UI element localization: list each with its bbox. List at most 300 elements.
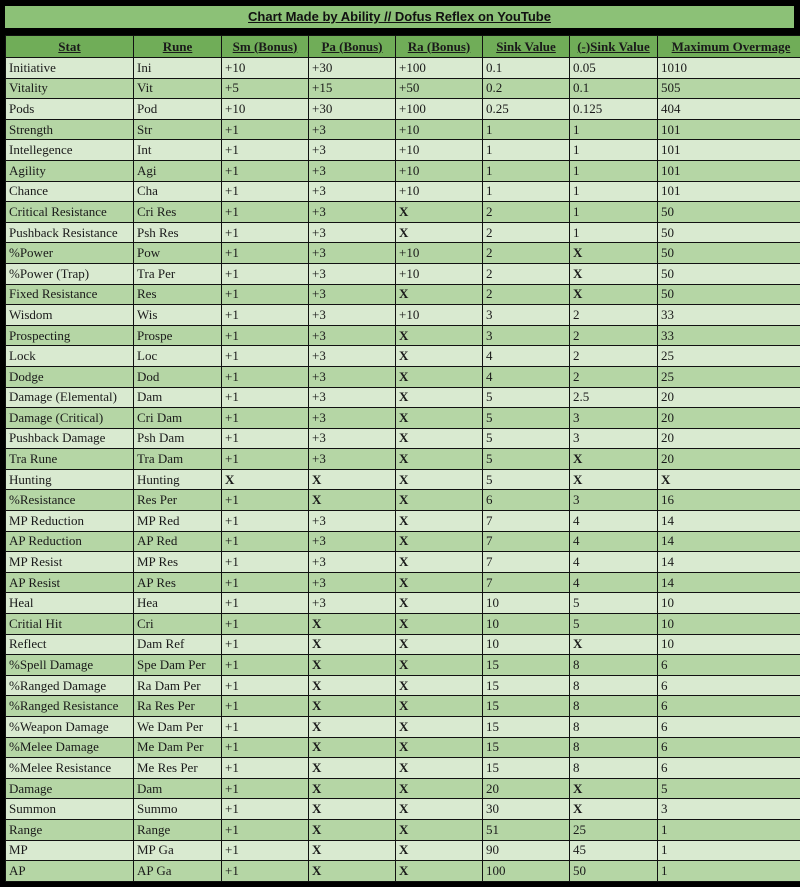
cell-sm-bonus: +1: [222, 119, 309, 140]
cell-negative-sink-value: X: [570, 263, 658, 284]
cell-negative-sink-value: 4: [570, 531, 658, 552]
table-row: [6, 99, 800, 120]
cell-rune: Psh Dam: [134, 428, 222, 449]
cell-maximum-overmage: 14: [658, 572, 800, 593]
cell-stat: Damage: [6, 778, 134, 799]
cell-rune: Psh Res: [134, 222, 222, 243]
cell-maximum-overmage: 101: [658, 181, 800, 202]
cell-rune: Me Res Per: [134, 758, 222, 779]
cell-stat: Critical Resistance: [6, 202, 134, 223]
cell-ra-bonus: +10: [396, 140, 483, 161]
cell-stat: %Ranged Damage: [6, 675, 134, 696]
cell-sm-bonus: +1: [222, 366, 309, 387]
table-row: [6, 160, 800, 181]
cell-sm-bonus: +1: [222, 778, 309, 799]
cell-ra-bonus: X: [396, 222, 483, 243]
cell-ra-bonus: X: [396, 614, 483, 635]
cell-stat: Reflect: [6, 634, 134, 655]
cell-sink-value: 1: [483, 160, 570, 181]
table-row: [6, 572, 800, 593]
cell-maximum-overmage: 6: [658, 655, 800, 676]
cell-maximum-overmage: 25: [658, 346, 800, 367]
cell-rune: Wis: [134, 305, 222, 326]
cell-sink-value: 7: [483, 572, 570, 593]
table-row: [6, 511, 800, 532]
cell-pa-bonus: +3: [309, 366, 396, 387]
cell-maximum-overmage: 50: [658, 284, 800, 305]
cell-stat: Pods: [6, 99, 134, 120]
cell-sink-value: 2: [483, 263, 570, 284]
cell-stat: %Power (Trap): [6, 263, 134, 284]
cell-ra-bonus: +50: [396, 78, 483, 99]
cell-rune: MP Res: [134, 552, 222, 573]
cell-sm-bonus: +1: [222, 758, 309, 779]
cell-maximum-overmage: 1: [658, 861, 800, 882]
table-row: [6, 799, 800, 820]
cell-pa-bonus: X: [309, 799, 396, 820]
cell-pa-bonus: X: [309, 469, 396, 490]
cell-maximum-overmage: 33: [658, 305, 800, 326]
cell-pa-bonus: X: [309, 737, 396, 758]
cell-sink-value: 5: [483, 428, 570, 449]
cell-pa-bonus: +3: [309, 181, 396, 202]
cell-stat: AP: [6, 861, 134, 882]
cell-sm-bonus: +1: [222, 305, 309, 326]
cell-sink-value: 20: [483, 778, 570, 799]
cell-stat: Hunting: [6, 469, 134, 490]
cell-pa-bonus: +3: [309, 387, 396, 408]
cell-sink-value: 3: [483, 305, 570, 326]
cell-stat: Wisdom: [6, 305, 134, 326]
cell-maximum-overmage: 10: [658, 614, 800, 635]
cell-pa-bonus: X: [309, 490, 396, 511]
cell-negative-sink-value: X: [570, 634, 658, 655]
cell-sink-value: 7: [483, 552, 570, 573]
table-row: [6, 222, 800, 243]
cell-stat: AP Reduction: [6, 531, 134, 552]
cell-sm-bonus: +1: [222, 552, 309, 573]
cell-negative-sink-value: 1: [570, 181, 658, 202]
cell-pa-bonus: X: [309, 717, 396, 738]
cell-rune: Cri Dam: [134, 408, 222, 429]
cell-negative-sink-value: 5: [570, 614, 658, 635]
cell-sm-bonus: +1: [222, 284, 309, 305]
cell-ra-bonus: X: [396, 284, 483, 305]
cell-sm-bonus: +1: [222, 181, 309, 202]
cell-rune: Cri Res: [134, 202, 222, 223]
cell-stat: Prospecting: [6, 325, 134, 346]
cell-pa-bonus: X: [309, 778, 396, 799]
cell-negative-sink-value: 4: [570, 511, 658, 532]
cell-negative-sink-value: 2: [570, 366, 658, 387]
cell-pa-bonus: X: [309, 840, 396, 861]
cell-sink-value: 5: [483, 469, 570, 490]
table-row: [6, 531, 800, 552]
cell-pa-bonus: X: [309, 758, 396, 779]
cell-sink-value: 0.2: [483, 78, 570, 99]
cell-maximum-overmage: 20: [658, 387, 800, 408]
cell-ra-bonus: +10: [396, 119, 483, 140]
cell-maximum-overmage: 6: [658, 696, 800, 717]
cell-rune: Tra Dam: [134, 449, 222, 470]
cell-rune: Int: [134, 140, 222, 161]
cell-negative-sink-value: 8: [570, 737, 658, 758]
cell-ra-bonus: +10: [396, 263, 483, 284]
cell-ra-bonus: X: [396, 408, 483, 429]
cell-sink-value: 4: [483, 366, 570, 387]
cell-rune: AP Red: [134, 531, 222, 552]
cell-sm-bonus: +1: [222, 346, 309, 367]
cell-sink-value: 0.1: [483, 58, 570, 79]
cell-rune: Range: [134, 819, 222, 840]
cell-pa-bonus: +3: [309, 305, 396, 326]
cell-maximum-overmage: 1: [658, 840, 800, 861]
column-header-stat: Stat: [6, 36, 134, 58]
table-row: [6, 675, 800, 696]
table-row: [6, 119, 800, 140]
cell-rune: Vit: [134, 78, 222, 99]
cell-stat: Range: [6, 819, 134, 840]
cell-pa-bonus: X: [309, 675, 396, 696]
cell-rune: Dod: [134, 366, 222, 387]
cell-ra-bonus: X: [396, 552, 483, 573]
cell-sm-bonus: +1: [222, 202, 309, 223]
table-row: [6, 243, 800, 264]
table-row: [6, 778, 800, 799]
cell-sm-bonus: +1: [222, 408, 309, 429]
cell-ra-bonus: X: [396, 531, 483, 552]
cell-rune: Ini: [134, 58, 222, 79]
cell-sm-bonus: +1: [222, 819, 309, 840]
table-row: [6, 717, 800, 738]
cell-pa-bonus: +3: [309, 511, 396, 532]
cell-sm-bonus: +1: [222, 799, 309, 820]
cell-sink-value: 2: [483, 202, 570, 223]
table-row: [6, 366, 800, 387]
cell-negative-sink-value: 2.5: [570, 387, 658, 408]
cell-ra-bonus: X: [396, 449, 483, 470]
cell-negative-sink-value: X: [570, 284, 658, 305]
cell-sink-value: 15: [483, 737, 570, 758]
cell-sm-bonus: +5: [222, 78, 309, 99]
column-header-negative-sink-value: (-)Sink Value: [570, 36, 658, 58]
cell-negative-sink-value: 1: [570, 119, 658, 140]
column-header-ra-bonus: Ra (Bonus): [396, 36, 483, 58]
cell-maximum-overmage: 14: [658, 511, 800, 532]
table-row: [6, 840, 800, 861]
cell-maximum-overmage: 6: [658, 737, 800, 758]
column-header-sink-value: Sink Value: [483, 36, 570, 58]
cell-pa-bonus: +3: [309, 572, 396, 593]
table-row: [6, 861, 800, 882]
cell-sink-value: 5: [483, 408, 570, 429]
cell-stat: %Resistance: [6, 490, 134, 511]
cell-ra-bonus: X: [396, 428, 483, 449]
cell-negative-sink-value: 25: [570, 819, 658, 840]
cell-negative-sink-value: 2: [570, 325, 658, 346]
table-body: [6, 58, 800, 882]
cell-maximum-overmage: 101: [658, 119, 800, 140]
cell-rune: Pow: [134, 243, 222, 264]
cell-maximum-overmage: 50: [658, 263, 800, 284]
cell-pa-bonus: +3: [309, 160, 396, 181]
cell-negative-sink-value: 1: [570, 222, 658, 243]
cell-negative-sink-value: 1: [570, 160, 658, 181]
cell-sm-bonus: +10: [222, 58, 309, 79]
cell-sm-bonus: +1: [222, 572, 309, 593]
cell-sink-value: 5: [483, 387, 570, 408]
table-row: [6, 758, 800, 779]
cell-pa-bonus: X: [309, 655, 396, 676]
cell-ra-bonus: +100: [396, 58, 483, 79]
cell-stat: Intellegence: [6, 140, 134, 161]
column-header-pa-bonus: Pa (Bonus): [309, 36, 396, 58]
cell-sink-value: 15: [483, 717, 570, 738]
cell-stat: %Weapon Damage: [6, 717, 134, 738]
table-row: [6, 305, 800, 326]
cell-rune: Res: [134, 284, 222, 305]
cell-rune: Prospe: [134, 325, 222, 346]
cell-maximum-overmage: 50: [658, 222, 800, 243]
cell-rune: Dam: [134, 778, 222, 799]
cell-stat: Lock: [6, 346, 134, 367]
cell-rune: Str: [134, 119, 222, 140]
cell-sm-bonus: +1: [222, 696, 309, 717]
cell-ra-bonus: +10: [396, 305, 483, 326]
cell-ra-bonus: X: [396, 717, 483, 738]
table-row: [6, 490, 800, 511]
cell-sink-value: 10: [483, 614, 570, 635]
cell-negative-sink-value: 0.125: [570, 99, 658, 120]
cell-sink-value: 4: [483, 346, 570, 367]
cell-ra-bonus: X: [396, 799, 483, 820]
cell-rune: Cha: [134, 181, 222, 202]
cell-pa-bonus: +30: [309, 58, 396, 79]
cell-pa-bonus: +30: [309, 99, 396, 120]
cell-ra-bonus: X: [396, 325, 483, 346]
cell-negative-sink-value: X: [570, 799, 658, 820]
cell-maximum-overmage: 101: [658, 160, 800, 181]
column-header-rune: Rune: [134, 36, 222, 58]
cell-sm-bonus: +1: [222, 490, 309, 511]
cell-stat: Critial Hit: [6, 614, 134, 635]
cell-pa-bonus: +3: [309, 408, 396, 429]
cell-maximum-overmage: 20: [658, 408, 800, 429]
cell-ra-bonus: X: [396, 572, 483, 593]
cell-sink-value: 10: [483, 634, 570, 655]
cell-rune: Spe Dam Per: [134, 655, 222, 676]
cell-maximum-overmage: 3: [658, 799, 800, 820]
rune-table: [5, 35, 800, 882]
table-row: [6, 469, 800, 490]
table-row: [6, 140, 800, 161]
table-row: [6, 78, 800, 99]
cell-pa-bonus: X: [309, 861, 396, 882]
cell-maximum-overmage: 505: [658, 78, 800, 99]
cell-ra-bonus: X: [396, 840, 483, 861]
cell-sm-bonus: +1: [222, 593, 309, 614]
cell-rune: MP Ga: [134, 840, 222, 861]
cell-stat: Heal: [6, 593, 134, 614]
table-row: [6, 655, 800, 676]
cell-sm-bonus: +1: [222, 140, 309, 161]
table-row: [6, 696, 800, 717]
cell-maximum-overmage: 6: [658, 717, 800, 738]
cell-stat: %Power: [6, 243, 134, 264]
cell-maximum-overmage: 50: [658, 202, 800, 223]
cell-ra-bonus: +100: [396, 99, 483, 120]
cell-sm-bonus: +1: [222, 861, 309, 882]
cell-ra-bonus: X: [396, 675, 483, 696]
cell-pa-bonus: +3: [309, 346, 396, 367]
cell-ra-bonus: X: [396, 511, 483, 532]
cell-maximum-overmage: 20: [658, 449, 800, 470]
table-row: [6, 614, 800, 635]
cell-maximum-overmage: 1: [658, 819, 800, 840]
cell-rune: We Dam Per: [134, 717, 222, 738]
cell-maximum-overmage: 25: [658, 366, 800, 387]
table-row: [6, 263, 800, 284]
cell-stat: MP Resist: [6, 552, 134, 573]
chart-title: Chart Made by Ability // Dofus Reflex on YouTube: [5, 6, 794, 28]
cell-ra-bonus: +10: [396, 243, 483, 264]
table-row: [6, 387, 800, 408]
cell-sink-value: 1: [483, 119, 570, 140]
cell-rune: AP Res: [134, 572, 222, 593]
table-row: [6, 346, 800, 367]
cell-stat: MP: [6, 840, 134, 861]
cell-maximum-overmage: X: [658, 469, 800, 490]
cell-negative-sink-value: 8: [570, 696, 658, 717]
cell-maximum-overmage: 10: [658, 593, 800, 614]
cell-sm-bonus: +1: [222, 428, 309, 449]
cell-sink-value: 0.25: [483, 99, 570, 120]
cell-ra-bonus: X: [396, 469, 483, 490]
cell-stat: Agility: [6, 160, 134, 181]
cell-sm-bonus: +1: [222, 325, 309, 346]
table-row: [6, 58, 800, 79]
cell-ra-bonus: X: [396, 861, 483, 882]
cell-negative-sink-value: 5: [570, 593, 658, 614]
table-row: [6, 325, 800, 346]
cell-rune: Loc: [134, 346, 222, 367]
cell-stat: Strength: [6, 119, 134, 140]
cell-negative-sink-value: X: [570, 243, 658, 264]
cell-stat: Fixed Resistance: [6, 284, 134, 305]
cell-ra-bonus: X: [396, 778, 483, 799]
cell-negative-sink-value: 3: [570, 490, 658, 511]
cell-sink-value: 2: [483, 284, 570, 305]
cell-negative-sink-value: 0.1: [570, 78, 658, 99]
cell-sm-bonus: +1: [222, 263, 309, 284]
chart-frame: [3, 4, 796, 882]
cell-negative-sink-value: X: [570, 449, 658, 470]
cell-stat: %Ranged Resistance: [6, 696, 134, 717]
cell-sm-bonus: +1: [222, 387, 309, 408]
cell-negative-sink-value: 50: [570, 861, 658, 882]
cell-maximum-overmage: 10: [658, 634, 800, 655]
cell-sink-value: 10: [483, 593, 570, 614]
cell-pa-bonus: +3: [309, 428, 396, 449]
cell-rune: Hunting: [134, 469, 222, 490]
cell-maximum-overmage: 404: [658, 99, 800, 120]
cell-stat: Dodge: [6, 366, 134, 387]
cell-sm-bonus: +10: [222, 99, 309, 120]
table-row: [6, 593, 800, 614]
cell-pa-bonus: +3: [309, 263, 396, 284]
cell-ra-bonus: X: [396, 634, 483, 655]
cell-rune: Dam: [134, 387, 222, 408]
cell-pa-bonus: X: [309, 634, 396, 655]
cell-negative-sink-value: 1: [570, 140, 658, 161]
cell-sink-value: 15: [483, 758, 570, 779]
cell-sm-bonus: +1: [222, 634, 309, 655]
cell-maximum-overmage: 5: [658, 778, 800, 799]
cell-sink-value: 2: [483, 243, 570, 264]
cell-sink-value: 15: [483, 655, 570, 676]
cell-rune: MP Red: [134, 511, 222, 532]
cell-negative-sink-value: 8: [570, 758, 658, 779]
cell-pa-bonus: +15: [309, 78, 396, 99]
cell-pa-bonus: +3: [309, 593, 396, 614]
cell-sink-value: 3: [483, 325, 570, 346]
cell-sm-bonus: +1: [222, 717, 309, 738]
cell-pa-bonus: +3: [309, 243, 396, 264]
cell-stat: Damage (Elemental): [6, 387, 134, 408]
cell-sink-value: 7: [483, 511, 570, 532]
cell-ra-bonus: X: [396, 346, 483, 367]
cell-stat: Vitality: [6, 78, 134, 99]
cell-stat: Tra Rune: [6, 449, 134, 470]
table-row: [6, 181, 800, 202]
cell-maximum-overmage: 33: [658, 325, 800, 346]
cell-rune: AP Ga: [134, 861, 222, 882]
cell-rune: Hea: [134, 593, 222, 614]
cell-maximum-overmage: 16: [658, 490, 800, 511]
table-row: [6, 408, 800, 429]
cell-rune: Dam Ref: [134, 634, 222, 655]
cell-ra-bonus: X: [396, 366, 483, 387]
cell-ra-bonus: +10: [396, 160, 483, 181]
cell-pa-bonus: +3: [309, 284, 396, 305]
cell-stat: Damage (Critical): [6, 408, 134, 429]
cell-rune: Agi: [134, 160, 222, 181]
cell-ra-bonus: X: [396, 819, 483, 840]
cell-pa-bonus: +3: [309, 202, 396, 223]
cell-sm-bonus: +1: [222, 655, 309, 676]
cell-sm-bonus: +1: [222, 531, 309, 552]
cell-sm-bonus: +1: [222, 243, 309, 264]
cell-negative-sink-value: 4: [570, 552, 658, 573]
table-row: [6, 737, 800, 758]
cell-sink-value: 5: [483, 449, 570, 470]
cell-sink-value: 100: [483, 861, 570, 882]
cell-sink-value: 6: [483, 490, 570, 511]
column-header-sm-bonus: Sm (Bonus): [222, 36, 309, 58]
header-row: [6, 36, 800, 58]
table-row: [6, 428, 800, 449]
cell-ra-bonus: X: [396, 490, 483, 511]
cell-pa-bonus: +3: [309, 449, 396, 470]
cell-sm-bonus: X: [222, 469, 309, 490]
cell-stat: Initiative: [6, 58, 134, 79]
cell-sink-value: 7: [483, 531, 570, 552]
cell-sink-value: 15: [483, 696, 570, 717]
cell-maximum-overmage: 14: [658, 531, 800, 552]
cell-sm-bonus: +1: [222, 675, 309, 696]
cell-rune: Summo: [134, 799, 222, 820]
cell-negative-sink-value: 8: [570, 655, 658, 676]
